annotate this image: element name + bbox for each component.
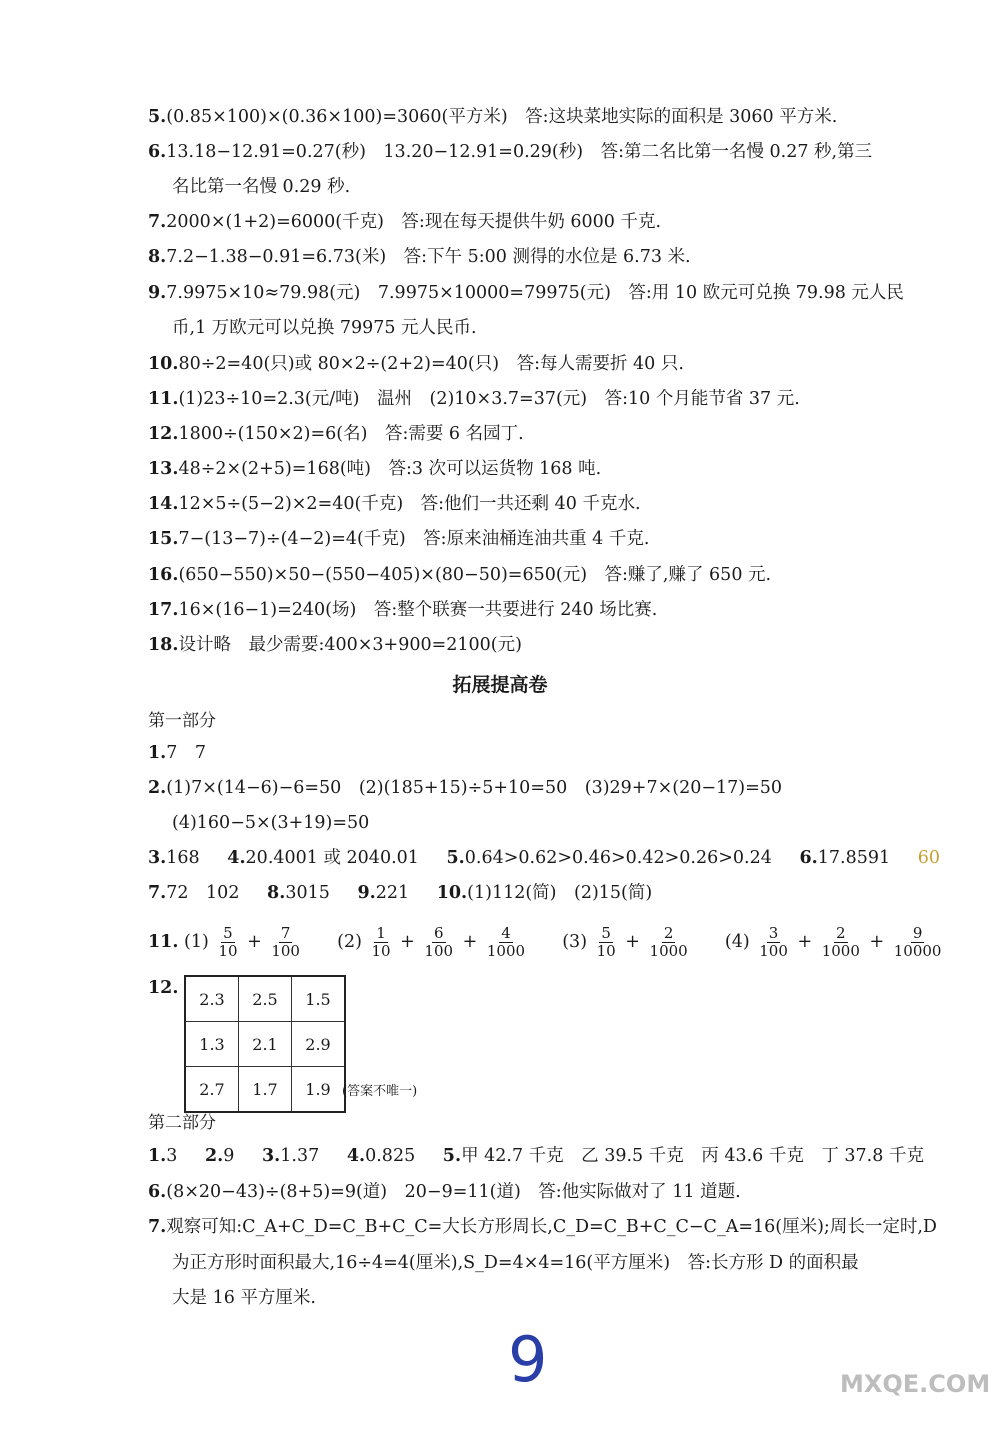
answer-line-9 bbox=[148, 280, 904, 306]
item-text: 0.825 bbox=[365, 1146, 416, 1166]
part1-q2-cont bbox=[172, 810, 369, 836]
answer-line-14 bbox=[148, 491, 641, 517]
answer-note: (答案不唯一) bbox=[342, 1084, 418, 1099]
item-text: 甲 42.7 千克 乙 39.5 千克 丙 43.6 千克 丁 37.8 千克 bbox=[461, 1146, 924, 1166]
grid-cell: 1.7 bbox=[239, 1067, 292, 1113]
item-text: 168 bbox=[166, 848, 200, 868]
item-text: (8×20−43)÷(8+5)=9(道) 20−9=11(道) 答:他实际做对了 11 道题. bbox=[166, 1182, 741, 1202]
grid-row bbox=[185, 1067, 345, 1113]
item-number: 6. bbox=[148, 142, 167, 162]
item-text: 为正方形时面积最大,16÷4=4(厘米),S_D=4×4=16(平方厘米) 答:长方形 D 的面积最 bbox=[172, 1253, 859, 1273]
item-text: 大是 16 平方厘米. bbox=[172, 1288, 316, 1308]
fraction: $\frac{4}{1000}$ bbox=[486, 924, 526, 960]
grid-cell: 2.1 bbox=[239, 1022, 292, 1067]
item-text: (1)23÷10=2.3(元/吨) 温州 (2)10×3.7=37(元) 答:10 个月能节省 37 元. bbox=[178, 389, 800, 409]
fraction: $\frac{9}{10000}$ bbox=[893, 924, 942, 960]
item-number: 5. bbox=[446, 848, 465, 868]
item-number: 4. bbox=[227, 848, 246, 868]
stray-mark: 60 bbox=[917, 848, 940, 868]
item-number: 11. bbox=[148, 389, 179, 409]
item-text: (1)112(简) (2)15(简) bbox=[467, 883, 653, 903]
item-text: 16×(16−1)=240(场) 答:整个联赛一共要进行 240 场比赛. bbox=[178, 600, 658, 620]
fraction: $\frac{7}{100}$ bbox=[271, 924, 300, 960]
item-number: 6. bbox=[148, 1182, 167, 1202]
answer-line-12 bbox=[148, 421, 524, 447]
item-number: 8. bbox=[267, 883, 286, 903]
part2-q7-cont1 bbox=[172, 1250, 859, 1276]
grid-cell: 1.9 bbox=[292, 1067, 346, 1113]
item-text: 币,1 万欧元可以兑换 79975 元人民币. bbox=[172, 318, 477, 338]
sub-label: (4) bbox=[724, 932, 750, 952]
answer-line-8 bbox=[148, 244, 691, 270]
item-text: 221 bbox=[375, 883, 410, 903]
item-text: (4)160−5×(3+19)=50 bbox=[172, 813, 370, 833]
item-text: 9 bbox=[223, 1146, 235, 1166]
part1-q2 bbox=[148, 775, 782, 801]
item-number: 6. bbox=[799, 848, 818, 868]
item-text: 13.18−12.91=0.27(秒) 13.20−12.91=0.29(秒) 答:第二名比第一名慢 0.27 秒,第三 bbox=[166, 142, 873, 162]
plus-sign: + bbox=[247, 932, 262, 952]
plus-sign: + bbox=[462, 932, 478, 952]
item-text: (650−550)×50−(550−405)×(80−50)=650(元) 答:赚了,赚了 650 元. bbox=[178, 565, 772, 585]
item-number: 17. bbox=[148, 600, 179, 620]
item-text: 设计略 最少需要:400×3+900=2100(元) bbox=[178, 635, 522, 655]
item-text: 80÷2=40(只)或 80×2÷(2+2)=40(只) 答:每人需要折 40 只. bbox=[178, 354, 684, 374]
item-number: 9. bbox=[148, 283, 167, 303]
part1-q12-number bbox=[148, 975, 178, 1001]
grid-cell: 1.3 bbox=[185, 1022, 239, 1067]
grid-row bbox=[185, 1022, 345, 1067]
item-number: 4. bbox=[346, 1146, 366, 1166]
answer-line-6 bbox=[148, 139, 872, 165]
sub-label: (1) bbox=[184, 932, 209, 952]
item-text: 0.64>0.62>0.46>0.42>0.26>0.24 bbox=[464, 848, 772, 868]
grid-cell: 2.7 bbox=[185, 1067, 239, 1113]
item-number: 13. bbox=[148, 459, 179, 479]
item-number: 8. bbox=[148, 247, 167, 267]
item-number: 1. bbox=[148, 1146, 167, 1166]
fraction: $\frac{6}{100}$ bbox=[424, 924, 454, 960]
item-number: 7. bbox=[148, 883, 167, 903]
part1-title: 第一部分 bbox=[148, 711, 216, 731]
answer-line-9-cont bbox=[172, 315, 477, 341]
grid-cell: 1.5 bbox=[292, 976, 346, 1022]
item-number: 14. bbox=[148, 494, 179, 514]
plus-sign: + bbox=[400, 932, 415, 952]
item-number: 16. bbox=[148, 565, 179, 585]
answer-line-16 bbox=[148, 562, 771, 588]
item-text: 48÷2×(2+5)=168(吨) 答:3 次可以运货物 168 吨. bbox=[178, 459, 602, 479]
answer-line-18 bbox=[148, 632, 522, 658]
item-text: 12×5÷(5−2)×2=40(千克) 答:他们一共还剩 40 千克水. bbox=[178, 494, 641, 514]
part2-q6 bbox=[148, 1179, 741, 1205]
fraction: $\frac{2}{1000}$ bbox=[649, 924, 688, 960]
item-text: 观察可知:C_A+C_D=C_B+C_C=大长方形周长,C_D=C_B+C_C−C_A=16(厘米);周长一定时,D bbox=[166, 1217, 937, 1237]
part1-q11 bbox=[148, 922, 945, 962]
part1-q7-q10 bbox=[148, 880, 652, 906]
sub-label: (3) bbox=[562, 932, 588, 952]
item-number: 11. bbox=[148, 932, 179, 952]
item-number: 12. bbox=[148, 424, 179, 444]
handwritten-page-number: 9 bbox=[508, 1323, 548, 1396]
item-text: 名比第一名慢 0.29 秒. bbox=[172, 177, 351, 197]
item-text: 7.9975×10≈79.98(元) 7.9975×10000=79975(元) 答:用 10 欧元可兑换 79.98 元人民 bbox=[166, 283, 904, 303]
item-text: 2000×(1+2)=6000(千克) 答:现在每天提供牛奶 6000 千克. bbox=[166, 212, 662, 232]
item-number: 3. bbox=[148, 848, 167, 868]
answer-line-17 bbox=[148, 597, 657, 623]
fraction: $\frac{1}{10}$ bbox=[371, 924, 391, 960]
part1-q1 bbox=[148, 740, 206, 766]
answer-line-11 bbox=[148, 386, 800, 412]
grid-cell: 2.5 bbox=[239, 976, 292, 1022]
fraction: $\frac{3}{100}$ bbox=[759, 924, 788, 960]
section-title: 拓展提高卷 bbox=[452, 674, 548, 696]
item-number: 9. bbox=[357, 883, 376, 903]
item-number: 12. bbox=[148, 978, 179, 998]
item-text: 20.4001 或 2040.01 bbox=[245, 848, 419, 868]
item-number: 2. bbox=[148, 778, 167, 798]
answer-line-6-cont bbox=[172, 174, 350, 200]
item-number: 10. bbox=[148, 354, 179, 374]
fraction: $\frac{5}{10}$ bbox=[218, 924, 238, 960]
part2-title: 第二部分 bbox=[148, 1113, 216, 1133]
plus-sign: + bbox=[869, 932, 885, 952]
part2-q1-q5 bbox=[148, 1143, 924, 1169]
item-number: 15. bbox=[148, 529, 179, 549]
item-text: 1.37 bbox=[280, 1146, 320, 1166]
grid-row bbox=[185, 976, 345, 1022]
item-text: 7−(13−7)÷(4−2)=4(千克) 答:原来油桶连油共重 4 千克. bbox=[178, 529, 650, 549]
fraction: $\frac{5}{10}$ bbox=[596, 924, 616, 960]
item-number: 2. bbox=[205, 1146, 224, 1166]
plus-sign: + bbox=[625, 932, 640, 952]
item-text: 17.8591 bbox=[817, 848, 891, 868]
item-text: 72 102 bbox=[166, 883, 240, 903]
item-number: 7. bbox=[148, 1217, 167, 1237]
item-text: 1800÷(150×2)=6(名) 答:需要 6 名园丁. bbox=[178, 424, 524, 444]
grid-cell: 2.3 bbox=[185, 976, 239, 1022]
item-text: (0.85×100)×(0.36×100)=3060(平方米) 答:这块菜地实际的面积是 3060 平方米. bbox=[166, 107, 838, 127]
item-text: 3 bbox=[166, 1146, 178, 1166]
answer-line-5 bbox=[148, 104, 837, 130]
item-text: 7 7 bbox=[166, 743, 207, 763]
answer-line-7 bbox=[148, 209, 661, 235]
item-number: 5. bbox=[148, 107, 167, 127]
item-text: 7.2−1.38−0.91=6.73(米) 答:下午 5:00 测得的水位是 6.73 米. bbox=[166, 247, 691, 267]
part1-q3-q6 bbox=[148, 845, 940, 871]
item-number: 1. bbox=[148, 743, 167, 763]
watermark-logo: MXQE.COM bbox=[840, 1370, 991, 1398]
magic-square-grid bbox=[184, 975, 346, 1113]
answer-line-10 bbox=[148, 351, 684, 377]
fraction: $\frac{2}{1000}$ bbox=[821, 924, 860, 960]
item-text: (1)7×(14−6)−6=50 (2)(185+15)÷5+10=50 (3)29+7×(20−17)=50 bbox=[166, 778, 783, 798]
item-number: 3. bbox=[262, 1146, 281, 1166]
part2-q7 bbox=[148, 1214, 937, 1240]
part2-q7-cont2 bbox=[172, 1285, 316, 1311]
grid-cell: 2.9 bbox=[292, 1022, 346, 1067]
sub-label: (2) bbox=[337, 932, 362, 952]
plus-sign: + bbox=[797, 932, 813, 952]
item-number: 5. bbox=[442, 1146, 462, 1166]
item-text: 3015 bbox=[285, 883, 330, 903]
answer-line-15 bbox=[148, 526, 649, 552]
answer-line-13 bbox=[148, 456, 601, 482]
item-number: 10. bbox=[436, 883, 468, 903]
item-number: 18. bbox=[148, 635, 179, 655]
item-number: 7. bbox=[148, 212, 167, 232]
